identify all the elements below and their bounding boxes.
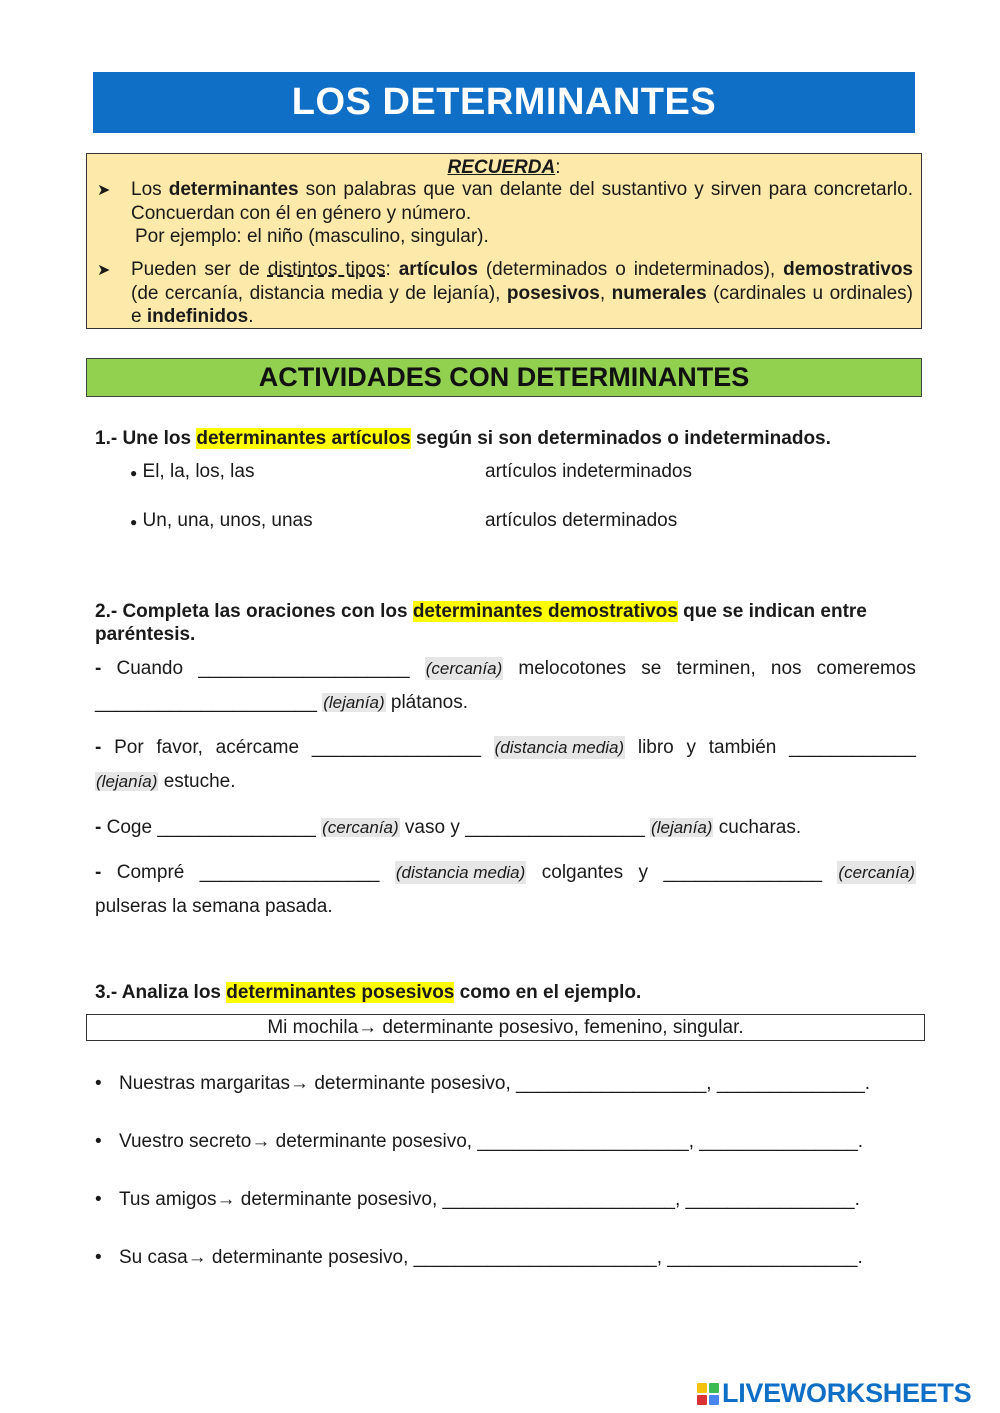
q2-sentence-1: - Cuando ____________________ (cercanía) melocotones se terminen, nos comeremos [95,658,916,679]
logo-mark-square [709,1395,719,1405]
q1-right-item[interactable]: artículos determinados [485,510,678,531]
blank-input[interactable]: _________________ [199,862,380,883]
question-2: 2.- Completa las oraciones con los determinantes demostrativos que se indican entre paréntesis. [95,601,867,645]
q2-sentence-2: - Por favor, acércame ________________ (distancia media) libro y también ____________ [95,737,916,758]
list-item[interactable]: • Vuestro secreto→ determinante posesivo, ____________________, _______________. [95,1131,864,1152]
q2-sentence-4-cont: pulseras la semana pasada. [95,896,333,917]
q1-right-item[interactable]: artículos indeterminados [485,461,692,482]
logo-mark-icon [697,1383,719,1405]
q2-sentence-1-cont: _____________________ (lejanía) plátanos. [95,692,469,713]
recuerda-heading: RECUERDA: [447,157,561,178]
logo-mark-square [709,1383,719,1393]
blank-input[interactable]: _______________ [663,862,822,883]
recuerda-example: Por ejemplo: el niño (masculino, singular). [135,226,489,247]
blank-input[interactable]: _________________ [465,817,645,838]
arrow-bullet-icon: ➤ [97,262,111,279]
arrow-bullet-icon: ➤ [97,182,111,199]
logo-mark-square [697,1395,707,1405]
q2-sentence-3: - Coge _______________ (cercanía) vaso y _________________ (lejanía) cucharas. [95,817,802,838]
blank-input[interactable]: _____________________ [95,692,317,713]
example-box: Mi mochila→ determinante posesivo, femenino, singular. [86,1014,925,1041]
q1-left-item[interactable]: ● El, la, los, las [130,461,255,482]
blank-input[interactable]: ________________ [311,737,481,758]
blank-input[interactable]: ____________ [789,737,916,758]
q2-sentence-2-cont: (lejanía) estuche. [96,771,236,792]
recuerda-box [86,153,922,329]
liveworksheets-logo: LIVEWORKSHEETS [697,1378,971,1409]
question-1: 1.- Une los determinantes artículos según si son determinados o indeterminados. [95,428,831,449]
recuerda-bullet-1: Los determinantes son palabras que van delante del sustantivo y sirven para concretarlo. Concuerdan con él en género y número. [131,179,913,224]
list-item[interactable]: • Su casa→ determinante posesivo, _______________________, __________________. [95,1247,863,1268]
question-3: 3.- Analiza los determinantes posesivos como en el ejemplo. [95,982,642,1003]
blank-input[interactable]: ____________________ [198,658,410,679]
recuerda-bullet-2: Pueden ser de distintos tipos: artículos (determinados o indeterminados), demostrativos (de cercanía, distancia media y de lejanía), posesivos, numerales (cardinales u ordinales) e indefinidos. [131,259,914,327]
page-title: LOS DETERMINANTES [93,72,915,133]
list-item[interactable]: • Nuestras margaritas→ determinante posesivo, __________________, ______________. [95,1073,871,1094]
logo-mark-square [697,1383,707,1393]
activities-title: ACTIVIDADES CON DETERMINANTES [86,358,922,397]
list-item[interactable]: • Tus amigos→ determinante posesivo, ______________________, ________________. [95,1189,860,1210]
blank-input[interactable]: _______________ [157,817,316,838]
q2-sentence-4: - Compré _________________ (distancia media) colgantes y _______________ (cercanía) [95,862,915,883]
q1-left-item[interactable]: ● Un, una, unos, unas [130,510,313,531]
